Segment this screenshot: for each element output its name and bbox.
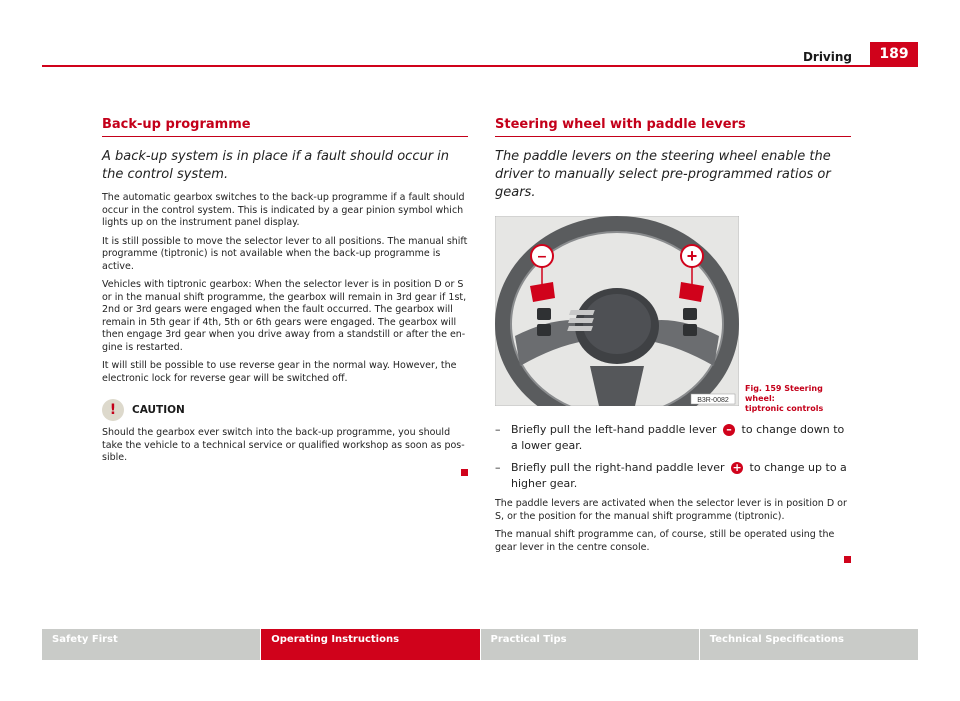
minus-icon: – <box>723 424 735 436</box>
section-end-marker <box>844 556 851 563</box>
figure-caption <box>745 384 855 414</box>
list-item-text: Briefly pull the right-hand paddle lever + to change up to a higher gear. <box>511 461 847 490</box>
header-rule <box>42 65 918 67</box>
left-column <box>102 117 468 480</box>
plus-icon: + <box>732 461 742 474</box>
right-paragraph-2: The manual shift programme can, of course, still be operated using the gear lever in the centre console. <box>495 529 835 553</box>
section-end-marker <box>461 469 468 476</box>
caution-text-body: Should the gearbox ever switch into the back-up programme, you should take the vehicle to a technical service or qualified workshop as soon as pos-sible. <box>102 427 465 463</box>
caution-title: CAUTION <box>132 404 185 416</box>
list-item <box>495 422 851 454</box>
instruction-list <box>495 422 851 492</box>
list-dash: – <box>495 461 501 474</box>
footer-tab-practical-tips[interactable]: Practical Tips <box>481 629 699 660</box>
figure-image-code: B3R-0082 <box>697 397 729 404</box>
section-title: Driving <box>802 50 852 64</box>
list-item-text: Briefly pull the left-hand paddle lever – to change down to a lower gear. <box>511 423 845 452</box>
right-intro: The paddle levers on the steering wheel enable the driver to manually select pre-programmed ratios or gears. <box>495 149 831 200</box>
list-dash: – <box>495 423 501 436</box>
footer-tab-technical-specifications[interactable]: Technical Specifications <box>700 629 918 660</box>
caution-icon: ! <box>102 399 124 421</box>
caution-header <box>102 399 468 421</box>
left-paragraph-2: It is still possible to move the selector lever to all positions. The manual shift programme (tiptronic) is not available when the back-up programme is active. <box>102 235 468 272</box>
footer-tab-operating-instructions[interactable]: Operating Instructions <box>261 629 479 660</box>
left-paragraph-4: It will still be possible to use reverse gear in the normal way. However, the electronic lock for reverse gear will be switched off. <box>102 360 457 384</box>
page-number: 189 <box>870 42 918 67</box>
footer-tab-safety-first[interactable]: Safety First <box>42 629 260 660</box>
figure-caption-line-1: Fig. 159 Steering wheel: <box>745 384 823 403</box>
caution-text <box>102 427 468 465</box>
steering-wheel-figure <box>495 216 824 413</box>
right-column <box>495 117 851 567</box>
left-paragraph-1: The automatic gearbox switches to the back-up programme if a fault should occur in the control system. This is indicated by a gear pinion symbol which lights up on the instrument panel display. <box>102 192 465 228</box>
footer-nav <box>42 629 918 660</box>
steering-wheel-illustration <box>495 216 739 406</box>
list-item <box>495 460 851 492</box>
plus-callout-label: + <box>686 246 698 266</box>
back-up-programme-heading: Back-up programme <box>102 117 468 137</box>
paddle-levers-heading: Steering wheel with paddle levers <box>495 117 851 137</box>
left-paragraph-3: Vehicles with tiptronic gearbox: When the selector lever is in position D or S or in the manual shift programme, the gearbox will remain in 3rd gear if 1st, 2nd or 3rd gears were engaged when the fault occurred. The gearbox will remain in 5th gear if 4th, 5th or 6th gears were engaged. The gearbox will then engage 3rd gear when you drive away from a standstill or after the en-gine is restarted. <box>102 279 467 353</box>
figure-caption-line-2: tiptronic controls <box>745 404 824 413</box>
minus-callout-label: – <box>537 248 547 265</box>
left-intro: A back-up system is in place if a fault should occur in the control system. <box>102 149 450 182</box>
right-paragraph-1: The paddle levers are activated when the selector lever is in position D or S, or the position for the manual shift programme (tiptronic). <box>495 498 847 522</box>
